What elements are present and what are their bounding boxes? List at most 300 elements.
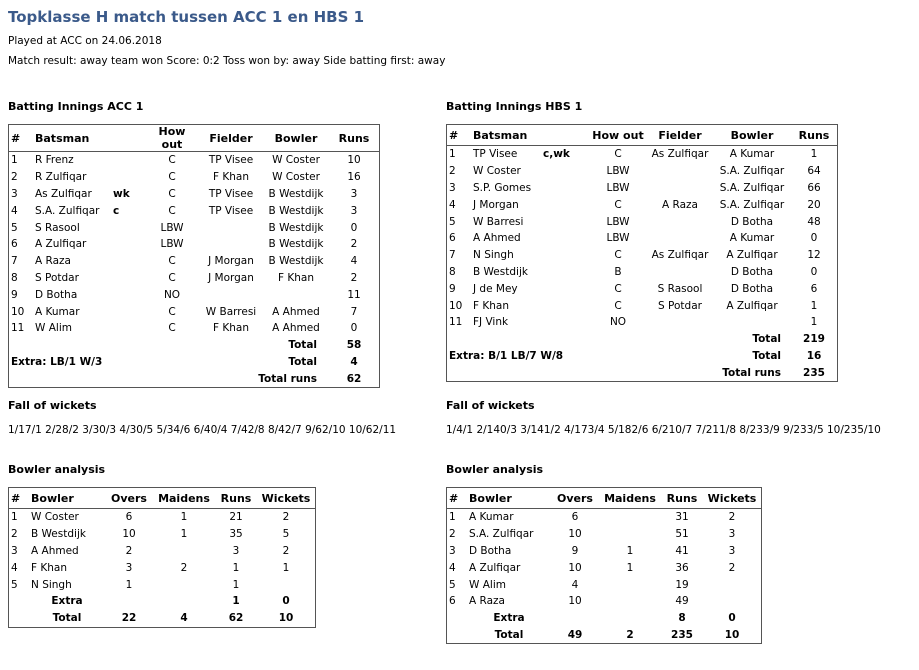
batsman-name: N Singh [473, 249, 514, 262]
acc-bowling-totals [9, 593, 315, 627]
bowler-number: 1 [11, 511, 18, 524]
fielder: J Morgan [208, 255, 254, 268]
acc-total-runs-value: 62 [346, 372, 362, 385]
bowling-row [9, 509, 315, 526]
acc-extra-total: 4 [350, 355, 358, 368]
how-out: LBW [160, 221, 184, 234]
bowler: W Coster [272, 171, 320, 184]
batsman-number: 5 [11, 221, 18, 234]
batting-row [9, 152, 379, 169]
batsman-cell [471, 280, 589, 297]
batsman-name: S Potdar [35, 271, 79, 284]
overs: 10 [568, 528, 582, 541]
runs: 12 [807, 249, 821, 262]
total-label: Total [288, 355, 317, 368]
acc-batting-header [9, 125, 379, 152]
batting-row [9, 219, 379, 236]
col-header-wickets: Wickets [703, 488, 761, 509]
runs: 16 [347, 171, 361, 184]
maidens: 1 [180, 511, 188, 524]
bowler [713, 314, 791, 331]
batsman-name: W Barresi [473, 215, 524, 228]
batsman-name: R Zulfiqar [35, 171, 87, 184]
batsman-number: 3 [449, 181, 456, 194]
batsman-name: A Zulfiqar [35, 238, 87, 251]
acc-batting-totals [9, 337, 379, 387]
batsman-name: As Zulfiqar [35, 187, 92, 200]
overs: 6 [571, 511, 579, 524]
how-out: LBW [606, 181, 630, 194]
bowler-name: A Ahmed [31, 544, 79, 557]
match-venue-date: Played at ACC on 24.06.2018 [8, 35, 162, 47]
fielder [199, 219, 263, 236]
extra-label: Extra [493, 612, 525, 625]
bowler-number: 6 [449, 595, 456, 608]
hbs-total-runs-row [447, 364, 837, 381]
bowler: A Zulfiqar [726, 249, 778, 262]
batsman-number: 8 [449, 265, 456, 278]
col-header-runs: Runs [215, 488, 257, 509]
runs: 7 [350, 305, 358, 318]
fielder [647, 314, 713, 331]
batting-row [447, 247, 837, 264]
how-out: B [614, 265, 622, 278]
maidens [599, 526, 661, 543]
bowler: B Westdijk [268, 204, 324, 217]
bowler: A Ahmed [272, 322, 320, 335]
wickets [703, 593, 761, 610]
runs-conceded: 21 [229, 511, 243, 524]
batsman-number: 6 [11, 238, 18, 251]
overs: 6 [125, 511, 133, 524]
runs-conceded: 31 [675, 511, 689, 524]
hbs-fow-title: Fall of wickets [446, 399, 535, 412]
wickets: 3 [728, 544, 736, 557]
col-header-bowler: Bowler [29, 488, 105, 509]
hbs-bowling-rows [447, 509, 761, 610]
how-out: C [168, 305, 176, 318]
col-header-overs: Overs [105, 488, 153, 509]
maidens [599, 509, 661, 526]
acc-bowling-title: Bowler analysis [8, 463, 106, 476]
bowler: F Khan [277, 271, 314, 284]
overs: 2 [125, 544, 133, 557]
hbs-bowling-totals [447, 610, 761, 644]
batting-row [9, 169, 379, 186]
runs: 2 [350, 238, 358, 251]
bowler-number: 2 [449, 528, 456, 541]
page-title: Topklasse H match tussen ACC 1 en HBS 1 [8, 8, 365, 26]
hbs-bowl-total-row [447, 627, 761, 644]
fielder [199, 286, 263, 303]
hbs-batting-rows [447, 146, 837, 331]
bowling-row [9, 559, 315, 576]
bowling-row [447, 543, 761, 560]
batting-row [9, 202, 379, 219]
runs: 0 [350, 322, 358, 335]
hbs-bowl-total-runs: 235 [671, 628, 693, 641]
runs: 1 [810, 316, 818, 329]
runs-conceded: 35 [229, 528, 243, 541]
batsman-name: S Rasool [35, 221, 80, 234]
overs: 4 [571, 578, 579, 591]
runs: 1 [810, 148, 818, 161]
batsman-cell [33, 169, 145, 186]
batsman-number: 5 [449, 215, 456, 228]
batsman-role-tag: c [113, 204, 120, 217]
total-runs-label: Total runs [722, 366, 781, 379]
fielder [647, 264, 713, 281]
batsman-name: W Alim [35, 322, 72, 335]
wickets: 2 [282, 544, 290, 557]
batsman-cell [471, 196, 589, 213]
batsman-number: 7 [11, 255, 18, 268]
batsman-number: 11 [11, 322, 25, 335]
maidens: 2 [180, 561, 188, 574]
wickets [257, 576, 315, 593]
col-header-number: # [9, 488, 29, 509]
batsman-name: R Frenz [35, 154, 74, 167]
batsman-cell [33, 253, 145, 270]
fielder: A Raza [662, 198, 698, 211]
col-header-fielder: Fielder [647, 125, 713, 146]
maidens: 1 [626, 544, 634, 557]
batting-row [447, 180, 837, 197]
runs-conceded: 49 [675, 595, 689, 608]
overs: 3 [125, 561, 133, 574]
hbs-bowling-table-box [446, 487, 762, 644]
bowler: D Botha [730, 282, 774, 295]
runs: 0 [810, 265, 818, 278]
fielder: As Zulfiqar [651, 148, 709, 161]
batsman-cell [33, 219, 145, 236]
hbs-fow-text: 1/4/1 2/140/3 3/141/2 4/173/4 5/182/6 6/210/7 7/211/8 8/233/9 9/233/5 10/235/10 [446, 424, 881, 436]
batsman-number: 1 [449, 148, 456, 161]
bowler-number: 5 [11, 578, 18, 591]
batting-row [9, 303, 379, 320]
col-header-how-out: How out [145, 125, 199, 152]
runs-conceded: 1 [232, 561, 240, 574]
acc-bowl-total-maidens: 4 [180, 612, 188, 625]
acc-total-value: 58 [346, 339, 362, 352]
bowler-number: 3 [449, 544, 456, 557]
fielder [647, 163, 713, 180]
hbs-extra-row [447, 348, 837, 365]
bowler-name: A Raza [469, 595, 505, 608]
col-header-number: # [447, 125, 471, 146]
fielder: As Zulfiqar [651, 249, 709, 262]
batting-row [447, 280, 837, 297]
bowler-name: A Kumar [469, 511, 514, 524]
bowler-name: B Westdijk [31, 528, 86, 541]
batsman-name: FJ Vink [473, 316, 509, 329]
col-header-runs: Runs [791, 125, 837, 146]
batsman-cell [33, 236, 145, 253]
overs: 10 [122, 528, 136, 541]
runs: 10 [347, 154, 361, 167]
acc-total-row [9, 337, 379, 354]
runs: 11 [347, 288, 361, 301]
batsman-number: 2 [449, 165, 456, 178]
maidens [599, 576, 661, 593]
batting-row [447, 297, 837, 314]
acc-fow-text: 1/17/1 2/28/2 3/30/3 4/30/5 5/34/6 6/40/4 7/42/8 8/42/7 9/62/10 10/62/11 [8, 424, 397, 436]
bowler: S.A. Zulfiqar [719, 165, 785, 178]
batsman-number: 10 [449, 299, 463, 312]
fielder [647, 213, 713, 230]
wickets: 5 [282, 528, 290, 541]
how-out: C [168, 271, 176, 284]
col-header-batsman: Batsman [33, 125, 145, 152]
batting-row [447, 213, 837, 230]
hbs-total-row [447, 331, 837, 348]
bowling-row [9, 543, 315, 560]
bowling-row [447, 593, 761, 610]
maidens [599, 593, 661, 610]
col-header-wickets: Wickets [257, 488, 315, 509]
how-out: NO [163, 288, 181, 301]
runs: 20 [807, 198, 821, 211]
overs: 1 [125, 578, 133, 591]
batsman-cell [33, 152, 145, 169]
acc-extra-row [9, 354, 379, 371]
batsman-number: 8 [11, 271, 18, 284]
acc-bowl-total-overs: 22 [121, 612, 137, 625]
runs: 3 [350, 204, 358, 217]
runs-conceded: 19 [675, 578, 689, 591]
batsman-role-tag: wk [113, 187, 130, 200]
bowler-name: W Alim [469, 578, 506, 591]
bowler: A Kumar [729, 232, 775, 245]
col-header-batsman: Batsman [471, 125, 589, 146]
batsman-cell [471, 213, 589, 230]
bowler: A Zulfiqar [726, 299, 778, 312]
batting-row [9, 253, 379, 270]
wickets: 3 [728, 528, 736, 541]
batsman-number: 7 [449, 249, 456, 262]
fielder: TP Visee [208, 187, 254, 200]
hbs-batting-table-box [446, 124, 838, 382]
fielder: F Khan [212, 171, 249, 184]
runs-conceded: 51 [675, 528, 689, 541]
acc-bowl-total-wickets: 10 [278, 612, 294, 625]
batsman-name: S.A. Zulfiqar [35, 204, 100, 217]
batsman-cell [33, 286, 145, 303]
acc-batting-table-box [8, 124, 380, 388]
runs: 1 [810, 299, 818, 312]
batsman-cell [471, 297, 589, 314]
runs: 2 [350, 271, 358, 284]
acc-bowl-extra-wickets: 0 [282, 595, 290, 608]
batsman-number: 6 [449, 232, 456, 245]
acc-bowling-table-box [8, 487, 316, 628]
acc-bowling-rows [9, 509, 315, 593]
hbs-batting-header [447, 125, 837, 146]
acc-bowling-table [9, 488, 315, 627]
batsman-name: B Westdijk [473, 265, 528, 278]
col-header-runs: Runs [661, 488, 703, 509]
bowler-name: F Khan [31, 561, 68, 574]
batsman-name: TP Visee [473, 148, 518, 161]
runs: 64 [807, 165, 821, 178]
acc-total-runs-row [9, 370, 379, 387]
how-out: LBW [606, 165, 630, 178]
bowler-name: D Botha [469, 544, 512, 557]
hbs-batting-title: Batting Innings HBS 1 [446, 100, 583, 113]
bowler-name: A Zulfiqar [469, 561, 521, 574]
col-header-fielder: Fielder [199, 125, 263, 152]
runs: 0 [350, 221, 358, 234]
runs-conceded: 1 [232, 578, 240, 591]
maidens [153, 576, 215, 593]
bowler-name: S.A. Zulfiqar [469, 528, 534, 541]
hbs-extra-text: Extra: B/1 LB/7 W/8 [449, 349, 564, 362]
bowler: W Coster [272, 154, 320, 167]
total-label: Total [752, 333, 781, 346]
batting-row [447, 314, 837, 331]
batsman-name: W Coster [473, 165, 521, 178]
wickets: 2 [282, 511, 290, 524]
maidens: 1 [180, 528, 188, 541]
fielder [199, 236, 263, 253]
acc-batting-rows [9, 152, 379, 337]
hbs-batting-totals [447, 331, 837, 381]
total-label: Total [752, 349, 781, 362]
col-header-runs: Runs [329, 125, 379, 152]
batsman-role-tag: c,wk [543, 148, 570, 161]
batsman-cell [33, 320, 145, 337]
bowling-row [9, 576, 315, 593]
bowler: D Botha [730, 215, 774, 228]
bowling-row [9, 526, 315, 543]
batsman-cell [471, 264, 589, 281]
bowler: A Kumar [729, 148, 775, 161]
batting-row [9, 286, 379, 303]
bowler: S.A. Zulfiqar [719, 198, 785, 211]
total-label: Total [494, 628, 524, 641]
how-out: C [168, 171, 176, 184]
batting-row [9, 186, 379, 203]
batsman-cell [33, 186, 145, 203]
how-out: C [614, 198, 622, 211]
bowler: B Westdijk [268, 187, 324, 200]
runs: 0 [810, 232, 818, 245]
bowling-row [447, 559, 761, 576]
bowler: B Westdijk [268, 221, 324, 234]
col-header-bowler: Bowler [467, 488, 551, 509]
col-header-bowler: Bowler [713, 125, 791, 146]
bowler-name: W Coster [31, 511, 79, 524]
how-out: C [614, 282, 622, 295]
batsman-cell [33, 303, 145, 320]
col-header-bowler: Bowler [263, 125, 329, 152]
batsman-number: 4 [11, 204, 18, 217]
hbs-batting-table [447, 125, 837, 381]
wickets: 2 [728, 511, 736, 524]
acc-fow-title: Fall of wickets [8, 399, 97, 412]
batsman-number: 3 [11, 187, 18, 200]
acc-bowl-total-runs: 62 [228, 612, 244, 625]
bowler-number: 2 [11, 528, 18, 541]
hbs-bowl-total-wickets: 10 [724, 628, 740, 641]
fielder: TP Visee [208, 204, 254, 217]
runs-conceded: 3 [232, 544, 240, 557]
col-header-maidens: Maidens [599, 488, 661, 509]
batsman-number: 11 [449, 316, 463, 329]
fielder: TP Visee [208, 154, 254, 167]
acc-bowl-extra-runs: 1 [232, 595, 240, 608]
how-out: LBW [606, 215, 630, 228]
how-out: C [614, 249, 622, 262]
hbs-bowling-title: Bowler analysis [446, 463, 544, 476]
how-out: C [168, 204, 176, 217]
batting-row [447, 163, 837, 180]
bowler-number: 4 [11, 561, 18, 574]
wickets: 2 [728, 561, 736, 574]
acc-extra-text: Extra: LB/1 W/3 [11, 355, 103, 368]
how-out: C [168, 154, 176, 167]
how-out: C [614, 148, 622, 161]
runs: 3 [350, 187, 358, 200]
bowling-row [447, 509, 761, 526]
fielder [647, 230, 713, 247]
bowler-number: 3 [11, 544, 18, 557]
batsman-name: A Ahmed [473, 232, 521, 245]
hbs-total-runs-value: 235 [803, 366, 825, 379]
batsman-cell [471, 247, 589, 264]
hbs-bowl-extra-runs: 8 [678, 612, 686, 625]
hbs-extra-total: 16 [806, 349, 822, 362]
batsman-name: F Khan [473, 299, 510, 312]
wickets [703, 576, 761, 593]
fielder: S Potdar [658, 299, 702, 312]
how-out: LBW [606, 232, 630, 245]
batting-row [447, 230, 837, 247]
hbs-bowl-extra-wickets: 0 [728, 612, 736, 625]
overs: 10 [568, 595, 582, 608]
overs: 9 [571, 544, 579, 557]
fielder: J Morgan [208, 271, 254, 284]
col-header-maidens: Maidens [153, 488, 215, 509]
how-out: C [614, 299, 622, 312]
bowling-row [447, 576, 761, 593]
batsman-name: S.P. Gomes [473, 181, 532, 194]
batsman-name: A Kumar [35, 305, 80, 318]
col-header-overs: Overs [551, 488, 599, 509]
hbs-bowl-extra-row [447, 610, 761, 627]
acc-bowling-header [9, 488, 315, 509]
fielder: W Barresi [205, 305, 257, 318]
bowling-row [447, 526, 761, 543]
runs-conceded: 36 [675, 561, 689, 574]
how-out: LBW [160, 238, 184, 251]
bowler-number: 1 [449, 511, 456, 524]
batting-row [9, 270, 379, 287]
batsman-number: 9 [11, 288, 18, 301]
batsman-cell [33, 270, 145, 287]
acc-batting-title: Batting Innings ACC 1 [8, 100, 144, 113]
batsman-name: D Botha [35, 288, 78, 301]
maidens: 1 [626, 561, 634, 574]
acc-bowl-total-row [9, 610, 315, 627]
hbs-bowl-total-maidens: 2 [626, 628, 634, 641]
hbs-bowling-header [447, 488, 761, 509]
how-out: C [168, 187, 176, 200]
batsman-number: 2 [11, 171, 18, 184]
fielder: F Khan [212, 322, 249, 335]
batsman-number: 9 [449, 282, 456, 295]
col-header-number: # [9, 125, 33, 152]
